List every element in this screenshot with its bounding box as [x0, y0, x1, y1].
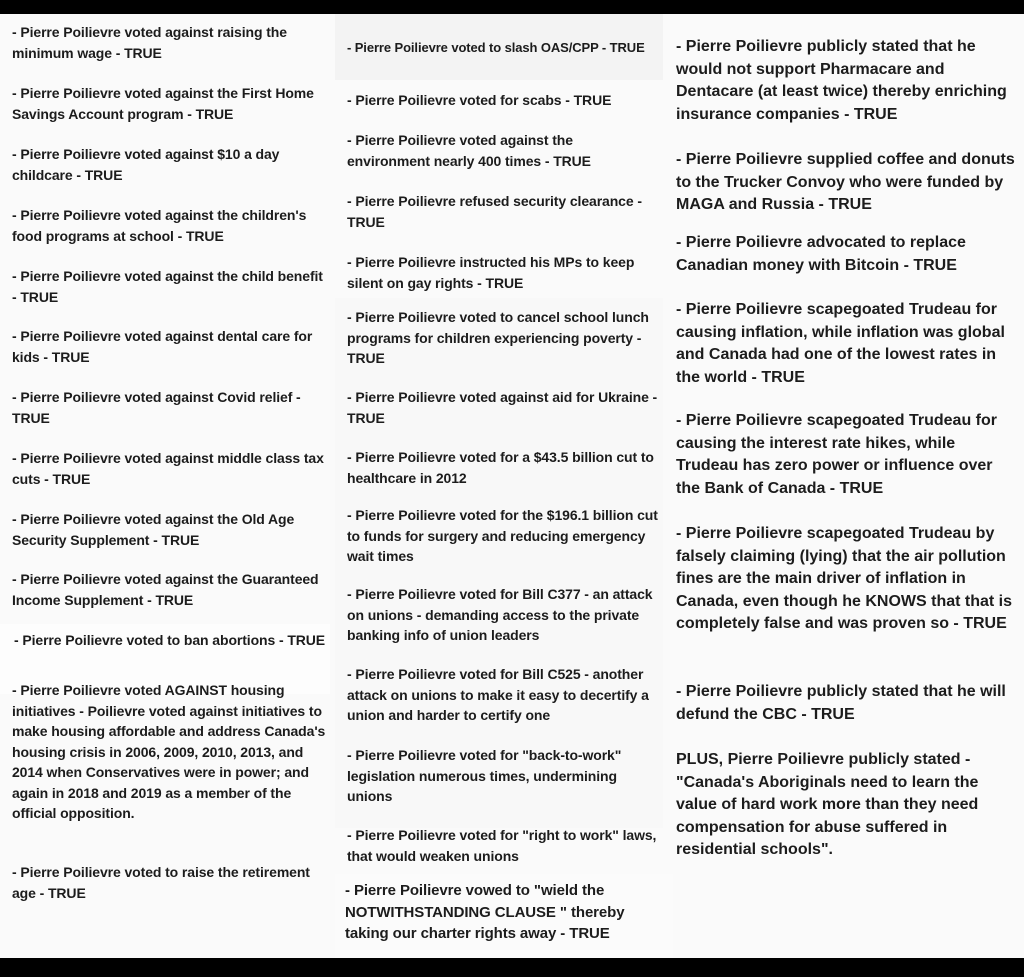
fact-item: - Pierre Poilievre voted to cancel school lunch programs for children experiencing poverty - TRUE — [347, 309, 649, 366]
fact-item: - Pierre Poilievre voted against the Guaranteed Income Supplement - TRUE — [12, 571, 319, 608]
fact-item: - Pierre Poilievre voted AGAINST housing initiatives - Poilievre voted against initiatives to make housing affordable and address Canada's housing crisis in 2006, 2009, 2010, 2013, and 2014 when Conservatives were in power; and again in 2018 and 2019 as a member of the official opposition. — [12, 682, 326, 821]
fact-item: - Pierre Poilievre voted to raise the retirement age - TRUE — [12, 864, 310, 901]
fact-item: - Pierre Poilievre instructed his MPs to keep silent on gay rights - TRUE — [347, 254, 635, 291]
column-1 — [0, 14, 330, 958]
fact-item: - Pierre Poilievre publicly stated that he would not support Pharmacare and Dentacare (at least twice) thereby enriching insurance companies - TRUE — [676, 38, 1007, 123]
fact-item: - Pierre Poilievre voted against the child benefit - TRUE — [12, 268, 323, 305]
fact-item: - Pierre Poilievre voted against the environment nearly 400 times - TRUE — [347, 132, 591, 169]
fact-item: - Pierre Poilievre publicly stated that he will defund the CBC - TRUE — [676, 683, 1006, 723]
fact-item: - Pierre Poilievre voted to ban abortions - TRUE — [14, 632, 326, 648]
fact-item: - Pierre Poilievre voted for "right to work" laws, that would weaken unions — [347, 827, 657, 864]
fact-item: - Pierre Poilievre refused security clearance - TRUE — [347, 193, 642, 230]
column-3 — [666, 14, 1024, 958]
fact-item: - Pierre Poilievre voted against the children's food programs at school - TRUE — [12, 207, 307, 244]
fact-item: - Pierre Poilievre voted against the Old Age Security Supplement - TRUE — [12, 511, 295, 548]
fact-item: - Pierre Poilievre voted against middle class tax cuts - TRUE — [12, 450, 324, 487]
fact-item: - Pierre Poilievre voted for a $43.5 billion cut to healthcare in 2012 — [347, 449, 654, 486]
fact-item: - Pierre Poilievre advocated to replace Canadian money with Bitcoin - TRUE — [676, 234, 966, 274]
fact-item: - Pierre Poilievre voted for Bill C377 - an attack on unions - demanding access to the private banking info of union leaders — [347, 586, 653, 643]
bottom-border — [0, 958, 1024, 977]
fact-item: - Pierre Poilievre voted for Bill C525 - another attack on unions to make it easy to decertify a union and harder to certify one — [347, 666, 649, 723]
fact-item: - Pierre Poilievre voted against $10 a day childcare - TRUE — [12, 146, 280, 183]
fact-item: - Pierre Poilievre voted against dental care for kids - TRUE — [12, 328, 313, 365]
fact-item: - Pierre Poilievre supplied coffee and donuts to the Trucker Convoy who were funded by MAGA and Russia - TRUE — [676, 151, 1015, 213]
fact-item: - Pierre Poilievre scapegoated Trudeau for causing the interest rate hikes, while Trudeau has zero power or influence over the Bank of Canada - TRUE — [676, 412, 997, 497]
fact-item: - Pierre Poilievre vowed to "wield the NOTWITHSTANDING CLAUSE " thereby taking our charter rights away - TRUE — [345, 882, 625, 942]
fact-item: - Pierre Poilievre voted to slash OAS/CPP - TRUE — [347, 40, 645, 55]
fact-item: - Pierre Poilievre scapegoated Trudeau for causing inflation, while inflation was global and Canada had one of the lowest rates in the world - TRUE — [676, 301, 1005, 386]
column-2 — [335, 14, 663, 958]
fact-item: - Pierre Poilievre scapegoated Trudeau by falsely claiming (lying) that the air pollution fines are the main driver of inflation in Canada, even though he KNOWS that that is completely false and was proven so - TRUE — [676, 525, 1013, 632]
fact-item: - Pierre Poilievre voted for the $196.1 billion cut to funds for surgery and reducing emergency wait times — [347, 507, 658, 564]
fact-item: - Pierre Poilievre voted against aid for Ukraine - TRUE — [347, 389, 658, 426]
screenshot-collage — [0, 14, 1024, 958]
fact-item: - Pierre Poilievre voted against the First Home Savings Account program - TRUE — [12, 85, 314, 122]
fact-item: PLUS, Pierre Poilievre publicly stated - "Canada's Aboriginals need to learn the value of hard work more than they need compensation for abuse suffered in residential schools". — [676, 751, 979, 858]
fact-item: - Pierre Poilievre voted for "back-to-work" legislation numerous times, undermining unions — [347, 747, 622, 804]
fact-item: - Pierre Poilievre voted against raising the minimum wage - TRUE — [12, 24, 287, 61]
fact-item: - Pierre Poilievre voted against Covid relief - TRUE — [12, 389, 301, 426]
fact-item: - Pierre Poilievre voted for scabs - TRUE — [347, 92, 612, 108]
